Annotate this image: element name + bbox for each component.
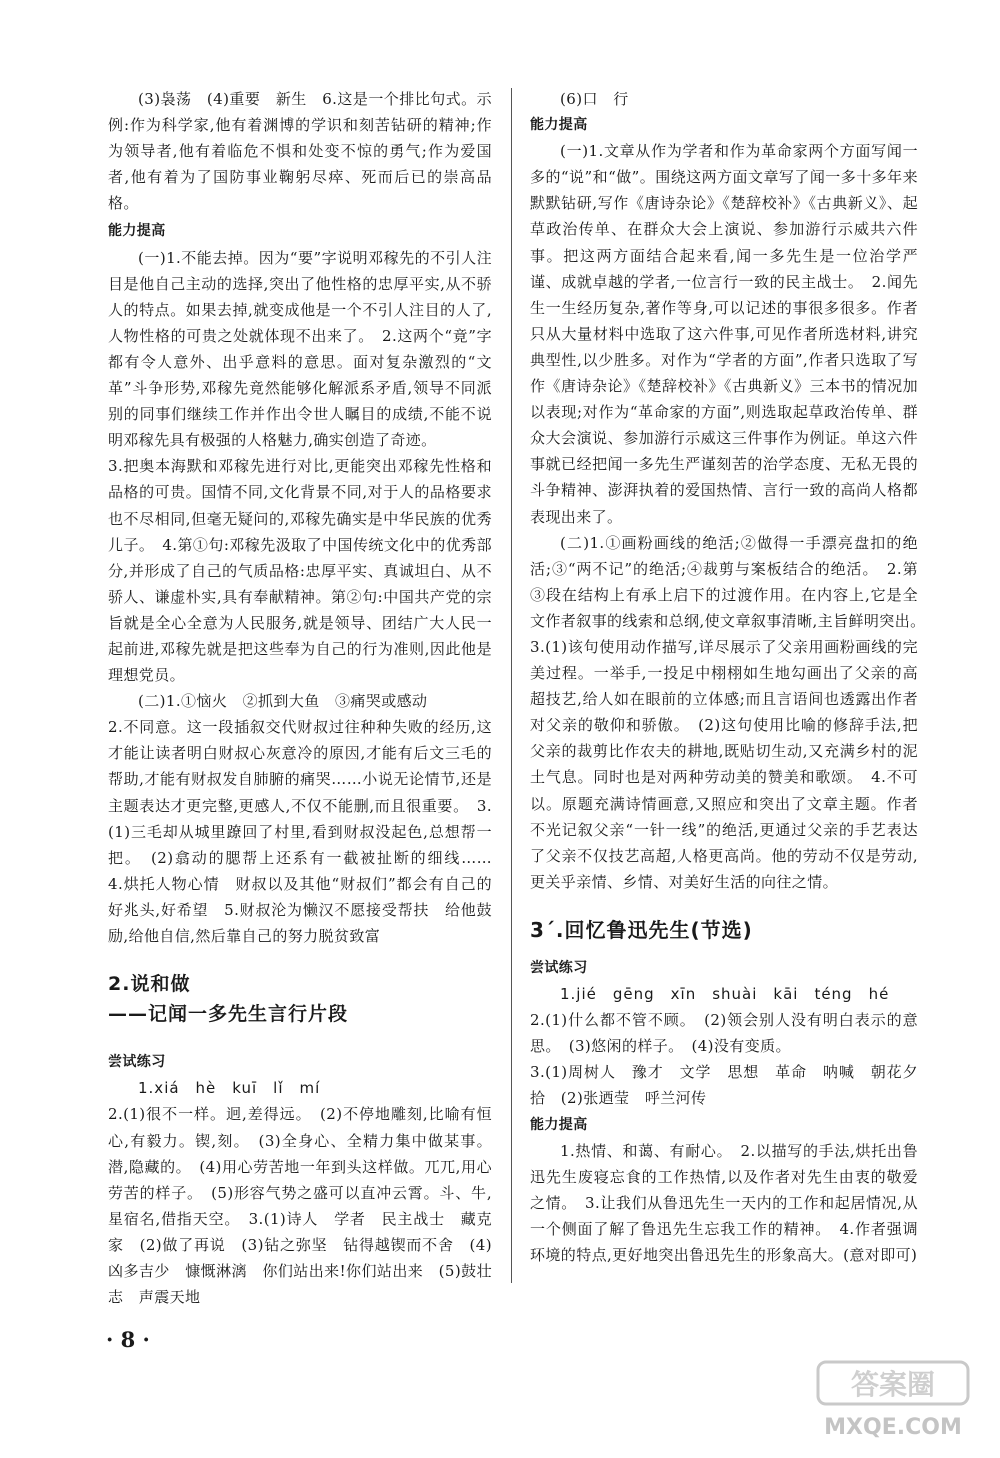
watermark-text-bottom: MXQE.COM xyxy=(824,1415,962,1440)
right-practice-q3: 3.(1)周树人 豫才 文学 思想 革命 呐喊 朝花夕拾 (2)张迺莹 呼兰河传 xyxy=(530,1063,918,1108)
left-column xyxy=(108,86,508,1310)
right-ability-part1: (一)1.文章从作为学者和作为革命家两个方面写闻一多的“说”和“做”。围绕这两方面文章写了闻一多十多年来默默钻研,写作《唐诗杂论》《楚辞校补》《古典新义》、起草政治传单、在群众大会上演说、参加游行示威共六件事。把这两方面结合起来看,闻一多先生是一位治学严谨、成就卓越的学者,一位言行一致的民主战士。 2.闻先生一生经历复杂,著作等身,可以记述的事很多很多。作者只从大量材料中选取了这六件事,可见作者所选材料,讲究典型性,以少胜多。对作为“学者的方面”,作者只选取了写作《唐诗杂论》《楚辞校补》《古典新义》三本书的情况加以表现;对作为“革命家的方面”,则选取起草政治传单、群众大会演说、参加游行示威这三件事作为例证。单这六件事就已经把闻一多先生严谨刻苦的治学态度、无私无畏的斗争精神、澎湃执着的爱国热情、言行一致的高尚人格都表现出来了。 xyxy=(530,142,918,526)
page-number: · 8 · xyxy=(106,1327,150,1352)
right-column xyxy=(530,86,934,1268)
section-heading-ability: 能力提高 xyxy=(530,1116,588,1133)
pinyin-answers: 1.jié gēng xīn shuài kāi téng hé xyxy=(560,985,890,1004)
section-heading-ability: 能力提高 xyxy=(530,117,588,134)
left-answer-6: (3)袅荡 (4)重要 新生 6.这是一个排比句式。示例:作为科学家,他有着渊博的学识和刻苦钻研的精神;作为领导者,他有着临危不惧和处变不惊的勇气;作为爱国者,他有着为了国防事业鞠躬尽瘁、死而后已的崇高品格。 xyxy=(108,90,492,213)
left-ability-q2-q5: 2.不同意。这一段插叙交代财叔过往种种失败的经历,这才能让读者明白财叔心灰意冷的原因,才能有后文三毛的帮助,才能有财叔发自肺腑的痛哭……小说无论情节,还是主题表达才更完整,更感人,不仅不能删,而且很重要。 3.(1)三毛却从城里蹽回了村里,看到财叔没起色,总想帮一把。 (2)翕动的腮帮上还系有一截被扯断的细线…… 4.烘托人物心情 财叔以及其他“财叔们”都会有自己的好兆头,好希望 5.财叔沦为懒汉不愿接受帮扶 给他鼓励,给他自信,然后靠自己的努力脱贫致富 xyxy=(108,718,508,945)
left-ability-q3-q4: 3.把奥本海默和邓稼先进行对比,更能突出邓稼先性格和品格的可贵。国情不同,文化背景不同,对于人的品格要求也不尽相同,但毫无疑问的,邓稼先确实是中华民族的优秀儿子。 4.第①句:邓稼先汲取了中国传统文化中的优秀部分,并形成了自己的气质品格:忠厚平实、真诚坦白、从不骄人、谦虚朴实,具有奉献精神。第②句:中国共产党的宗旨就是全心全意为人民服务,就是领导、团结广大人民一起前进,邓稼先就是把这些奉为自己的行为准则,因此他是理想党员。 xyxy=(108,457,492,685)
section-heading-ability: 能力提高 xyxy=(108,223,166,240)
column-divider xyxy=(511,88,512,1283)
watermark-text-top: 答案圈 xyxy=(850,1368,936,1401)
section-heading-practice: 尝试练习 xyxy=(108,1054,166,1071)
right-answer-6: (6)口 行 xyxy=(560,90,629,108)
right-practice-q2: 2.(1)什么都不管不顾。 (2)领会别人没有明白表示的意思。 (3)悠闲的样子。 (4)没有变质。 xyxy=(530,1011,918,1056)
watermark-logo xyxy=(788,1358,988,1444)
lesson-title: 3ˊ.回忆鲁迅先生(节选) xyxy=(530,917,753,942)
right-ability-part2: (二)1.①画粉画线的绝活;②做得一手漂亮盘扣的绝活;③“两不记”的绝活;④裁剪与案板结合的绝活。 2.第③段在结构上有承上启下的过渡作用。在内容上,它是全文作者叙事的线索和总纲,使文章叙事清晰,主旨鲜明突出。 3.(1)该句使用动作描写,详尽展示了父亲用画粉画线的完美过程。一举手,一投足中栩栩如生地勾画出了父亲的高超技艺,给人如在眼前的立体感;而且言语间也透露出作者对父亲的敬仰和骄傲。 (2)这句使用比喻的修辞手法,把父亲的裁剪比作农夫的耕地,既贴切生动,又充满乡村的泥土气息。同时也是对两种劳动美的赞美和歌颂。 4.不可以。原题充满诗情画意,又照应和突出了文章主题。作者不光记叙父亲“一针一线”的绝活,更通过父亲的手艺表达了父亲不仅技艺高超,人格更高尚。他的劳动不仅是劳动,更关乎亲情、乡情、对美好生活的向往之情。 xyxy=(530,533,934,891)
pinyin-answers: 1.xiá hè kuī lǐ mí xyxy=(138,1079,321,1098)
left-practice-answers: 2.(1)很不一样。迥,差得远。 (2)不停地雕刻,比喻有恒心,有毅力。锲,刻。 (3)全身心、全精力集中做某事。潜,隐藏的。 (4)用心劳苦地一年到头这样做。兀兀,用心劳苦的样子。 (5)形容气势之盛可以直冲云霄。斗、牛,星宿名,借指天空。 3.(1)诗人 学者 民主战士 藏克家 (2)做了再说 (3)钻之弥坚 钻得越锲而不舍 (4)凶多吉少 慷慨淋漓 你们站出来!你们站出来 (5)鼓壮志 声震天地 xyxy=(108,1105,492,1307)
lesson-subtitle: ——记闻一多先生言行片段 xyxy=(108,1003,349,1026)
left-ability-part2: (二)1.①恼火 ②抓到大鱼 ③痛哭或感动 xyxy=(138,692,428,711)
lesson-title: 2.说和做 xyxy=(108,973,191,996)
left-ability-part1: (一)1.不能去掉。因为“要”字说明邓稼先的不引人注目是他自己主动的选择,突出了他性格的忠厚平实,从不骄人的特点。如果去掉,就变成他是一个不引人注目的人了,人物性格的可贵之处就体现不出来了。 2.这两个“竟”字都有令人意外、出乎意料的意思。面对复杂激烈的“文革”斗争形势,邓稼先竟然能够化解派系矛盾,领导不同派别的同事们继续工作并作出令世人瞩目的成绩,不能不说明邓稼先具有极强的人格魅力,确实创造了奇迹。 xyxy=(108,248,492,450)
right-ability-answers: 1.热情、和蔼、有耐心。 2.以描写的手法,烘托出鲁迅先生废寝忘食的工作热情,以及作者对先生由衷的敬爱之情。 3.让我们从鲁迅先生一天内的工作和起居情况,从一个侧面了解了鲁迅先生忘我工作的精神。 4.作者强调环境的特点,更好地突出鲁迅先生的形象高大。(意对即可) xyxy=(530,1141,918,1265)
section-heading-practice: 尝试练习 xyxy=(530,960,588,976)
